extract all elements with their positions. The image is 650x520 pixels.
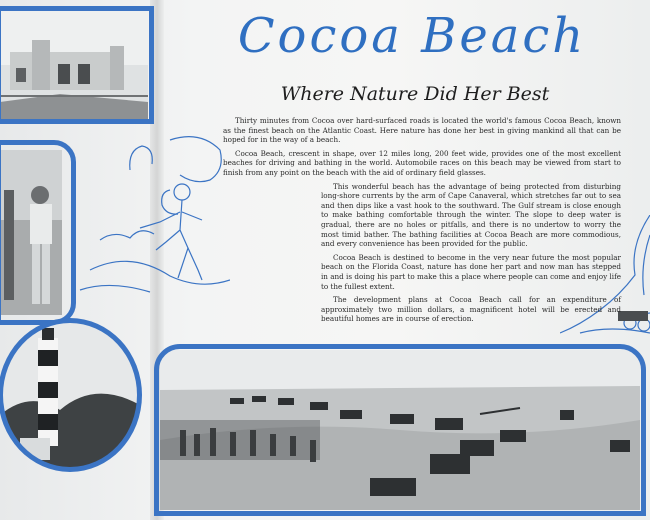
- beach-photo-frame: [154, 344, 646, 516]
- paragraph-protection: This wonderful beach has the advantage of being protected from disturbing long-shore currents by the arm of Cape Canaveral, which stretches far out to sea and then dips like a vast hook to the southward. The Gulf stream is close enough to make bathing comfortable through the winter. The slope to deep water is gradual, there are no holes or pitfalls, and there is no undertow to worry the most timid bather. The bathing facilities at Cocoa Beach are more commodious, and every convenience has been provided for the public.: [321, 181, 621, 249]
- paragraph-development: The development plans at Cocoa Beach call for an expenditure of approximately two million dollars, a magnificent hotel will be erected and beautiful homes are in course of erection.: [321, 295, 621, 324]
- brochure-title: Cocoa Beach: [237, 8, 587, 64]
- men-photo-frame: [0, 140, 76, 325]
- building-photo-frame: [0, 6, 154, 124]
- bather-sketch: [70, 130, 230, 300]
- paragraph-crescent: Cocoa Beach, crescent in shape, over 12 miles long, 200 feet wide, provides one of the most excellent beaches for driving and bathing in the world. Automobile races on this beach may be viewed from start to finish from any point on the beach with the aid of ordinary field glasses.: [223, 148, 621, 177]
- brochure-body: [223, 116, 621, 328]
- paragraph-intro: Thirty minutes from Cocoa over hard-surfaced roads is located the world's famous Cocoa Beach, known as the finest beach on the Atlantic Coast. Here nature has done her best in giving mankind all that can be hoped for in the way of a beach.: [223, 116, 621, 145]
- brochure-subtitle: Where Nature Did Her Best: [280, 83, 550, 105]
- paragraph-destined: Cocoa Beach is destined to become in the very near future the most popular beach on the Florida Coast, nature has done her part and now man has stepped in and is doing his part to make this a place where people can come and enjoy life to the fullest extent.: [321, 252, 621, 291]
- lighthouse-photo-frame: [0, 318, 142, 472]
